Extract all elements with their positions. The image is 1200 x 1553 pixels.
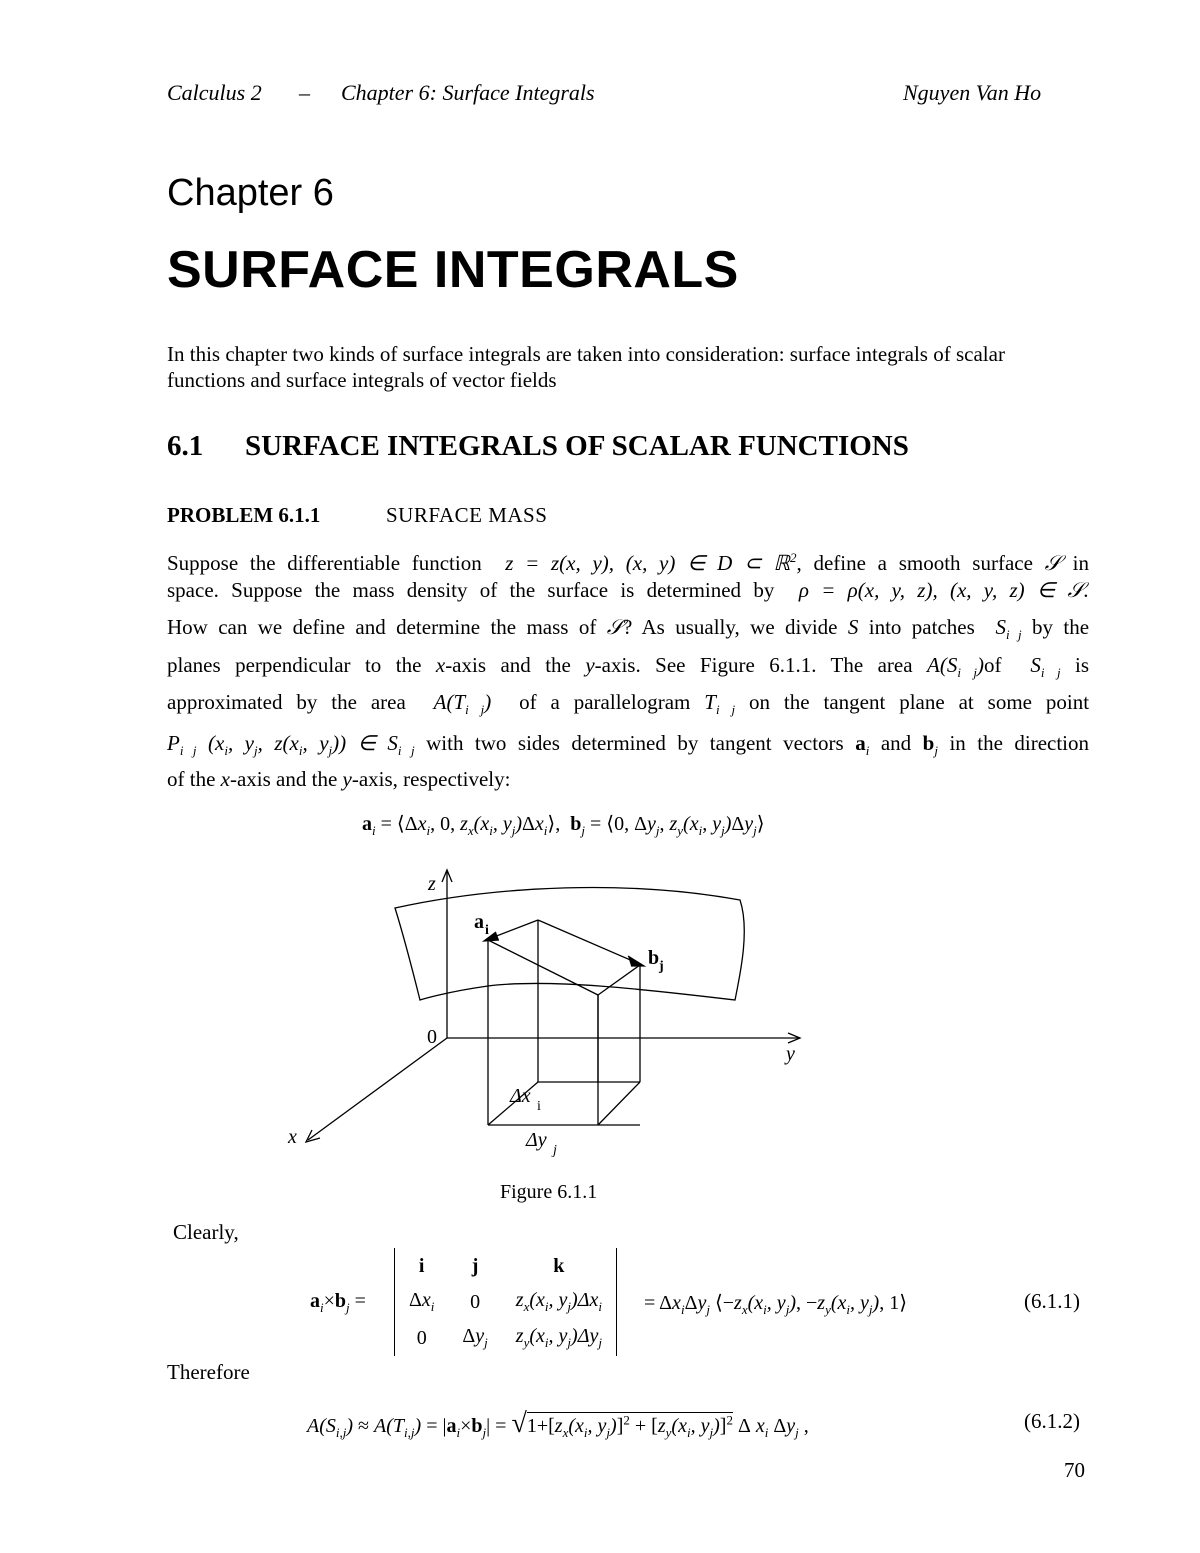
label-origin: 0	[427, 1026, 437, 1048]
label-ai: a	[474, 911, 484, 933]
problem-label: PROBLEM 6.1.1	[167, 503, 321, 527]
figure-surface-diagram	[270, 860, 830, 1170]
intro-paragraph: In this chapter two kinds of surface integrals are taken into consideration: surface integrals of scalar functions and surface integrals of vector fields	[167, 342, 1005, 392]
figure-caption: Figure 6.1.1	[500, 1181, 598, 1203]
label-y: y	[786, 1043, 795, 1065]
header-course: Calculus 2	[167, 80, 262, 105]
body-line-6: $P_{i j}$ ($x_i$, $y_j$, $z(x_i$, $y_j$)) ∈ $S_{i j}$ with two sides determined by tangent vectors $a_i$ and $b_j$ in the direction	[167, 731, 1090, 759]
problem-title: SURFACE MASS	[386, 503, 548, 527]
equation-cross-rhs: = $\Delta x_i\Delta y_j$ $⟨-z_x(x_i$, $y_j$), $-z_y(x_i$, $y_j$), 1⟩	[644, 1292, 908, 1317]
label-z: z	[428, 873, 436, 895]
header-chapter-ref: Chapter 6: Surface Integrals	[341, 80, 595, 105]
chapter-title: SURFACE INTEGRALS	[167, 241, 739, 299]
body-line-1: Suppose the differentiable function z = z(x, y), (x, y) ∈ D ⊂ ℝ$^2$, define a smooth surface 𝒮 in	[167, 550, 1089, 575]
body-line-4: planes perpendicular to the x-axis and the y-axis. See Figure 6.1.1. The area $A(S_{i j})of$ $S_{i j}$ is	[167, 653, 1090, 681]
vector-b	[538, 920, 642, 965]
body-line-5: approximated by the area $A(T_{i j})$ of a parallelogram $T_{i j}$ on the tangent plane at some point	[167, 690, 1090, 718]
equation-number-6-1-2: (6.1.2)	[1024, 1409, 1080, 1433]
label-bj: b	[648, 947, 660, 969]
header-dash: –	[299, 80, 310, 105]
label-dxi-sub: i	[537, 1099, 541, 1114]
label-dyj-sub: j	[553, 1143, 557, 1158]
equation-area: $A(S_{i,j}) \approx A(T_{i,j}) = |a_i\times b_j| = √1+[z_x(x_i$, $y_j)]^2 + [z_y(x_i$, $y_j)]^2$ Δ $x_i$ $\Delta y_j$ ,	[307, 1408, 809, 1440]
label-dyj: Δy	[526, 1129, 547, 1151]
section-number: 6.1	[167, 430, 204, 462]
header-author: Nguyen Van Ho	[903, 80, 1042, 105]
text-clearly: Clearly,	[173, 1220, 239, 1244]
body-line-3: How can we define and determine the mass of 𝒮? As usually, we divide S into patches $S_{i j}$ by the	[167, 615, 1090, 643]
label-dxi: Δx	[510, 1085, 531, 1107]
section-title: SURFACE INTEGRALS OF SCALAR FUNCTIONS	[245, 430, 909, 462]
label-bj-sub: j	[659, 959, 664, 974]
chapter-label: Chapter 6	[167, 172, 334, 214]
equation-number-6-1-1: (6.1.1)	[1024, 1289, 1080, 1313]
body-line-2: space. Suppose the mass density of the surface is determined by ρ = ρ(x, y, z), (x, y, z) ∈ 𝒮.	[167, 578, 1089, 602]
determinant-matrix: i j k $\Delta x_i$ 0 $z_x(x_i$, $y_j)\Delta x_i$ 0 $\Delta y_j$ $z_y(x_i$, $y_j)\Delta y_j$	[394, 1248, 617, 1356]
body-line-7: of the x-axis and the y-axis, respectively:	[167, 767, 511, 791]
equation-vectors: $a_i$ = $⟨\Delta x_i$, 0, $z_x(x_i$, $y_j)\Delta x_i⟩$, $b_j$ = ⟨0, $\Delta y_j$, $z_y(x_i$, $y_j)\Delta y_j⟩$	[362, 813, 765, 838]
label-x: x	[288, 1126, 297, 1148]
x-axis	[308, 1038, 447, 1140]
page-number: 70	[1064, 1458, 1085, 1482]
equation-cross-lhs: $a_i\times b_j$ =	[310, 1290, 366, 1315]
text-therefore: Therefore	[167, 1360, 250, 1384]
label-ai-sub: i	[485, 923, 489, 938]
